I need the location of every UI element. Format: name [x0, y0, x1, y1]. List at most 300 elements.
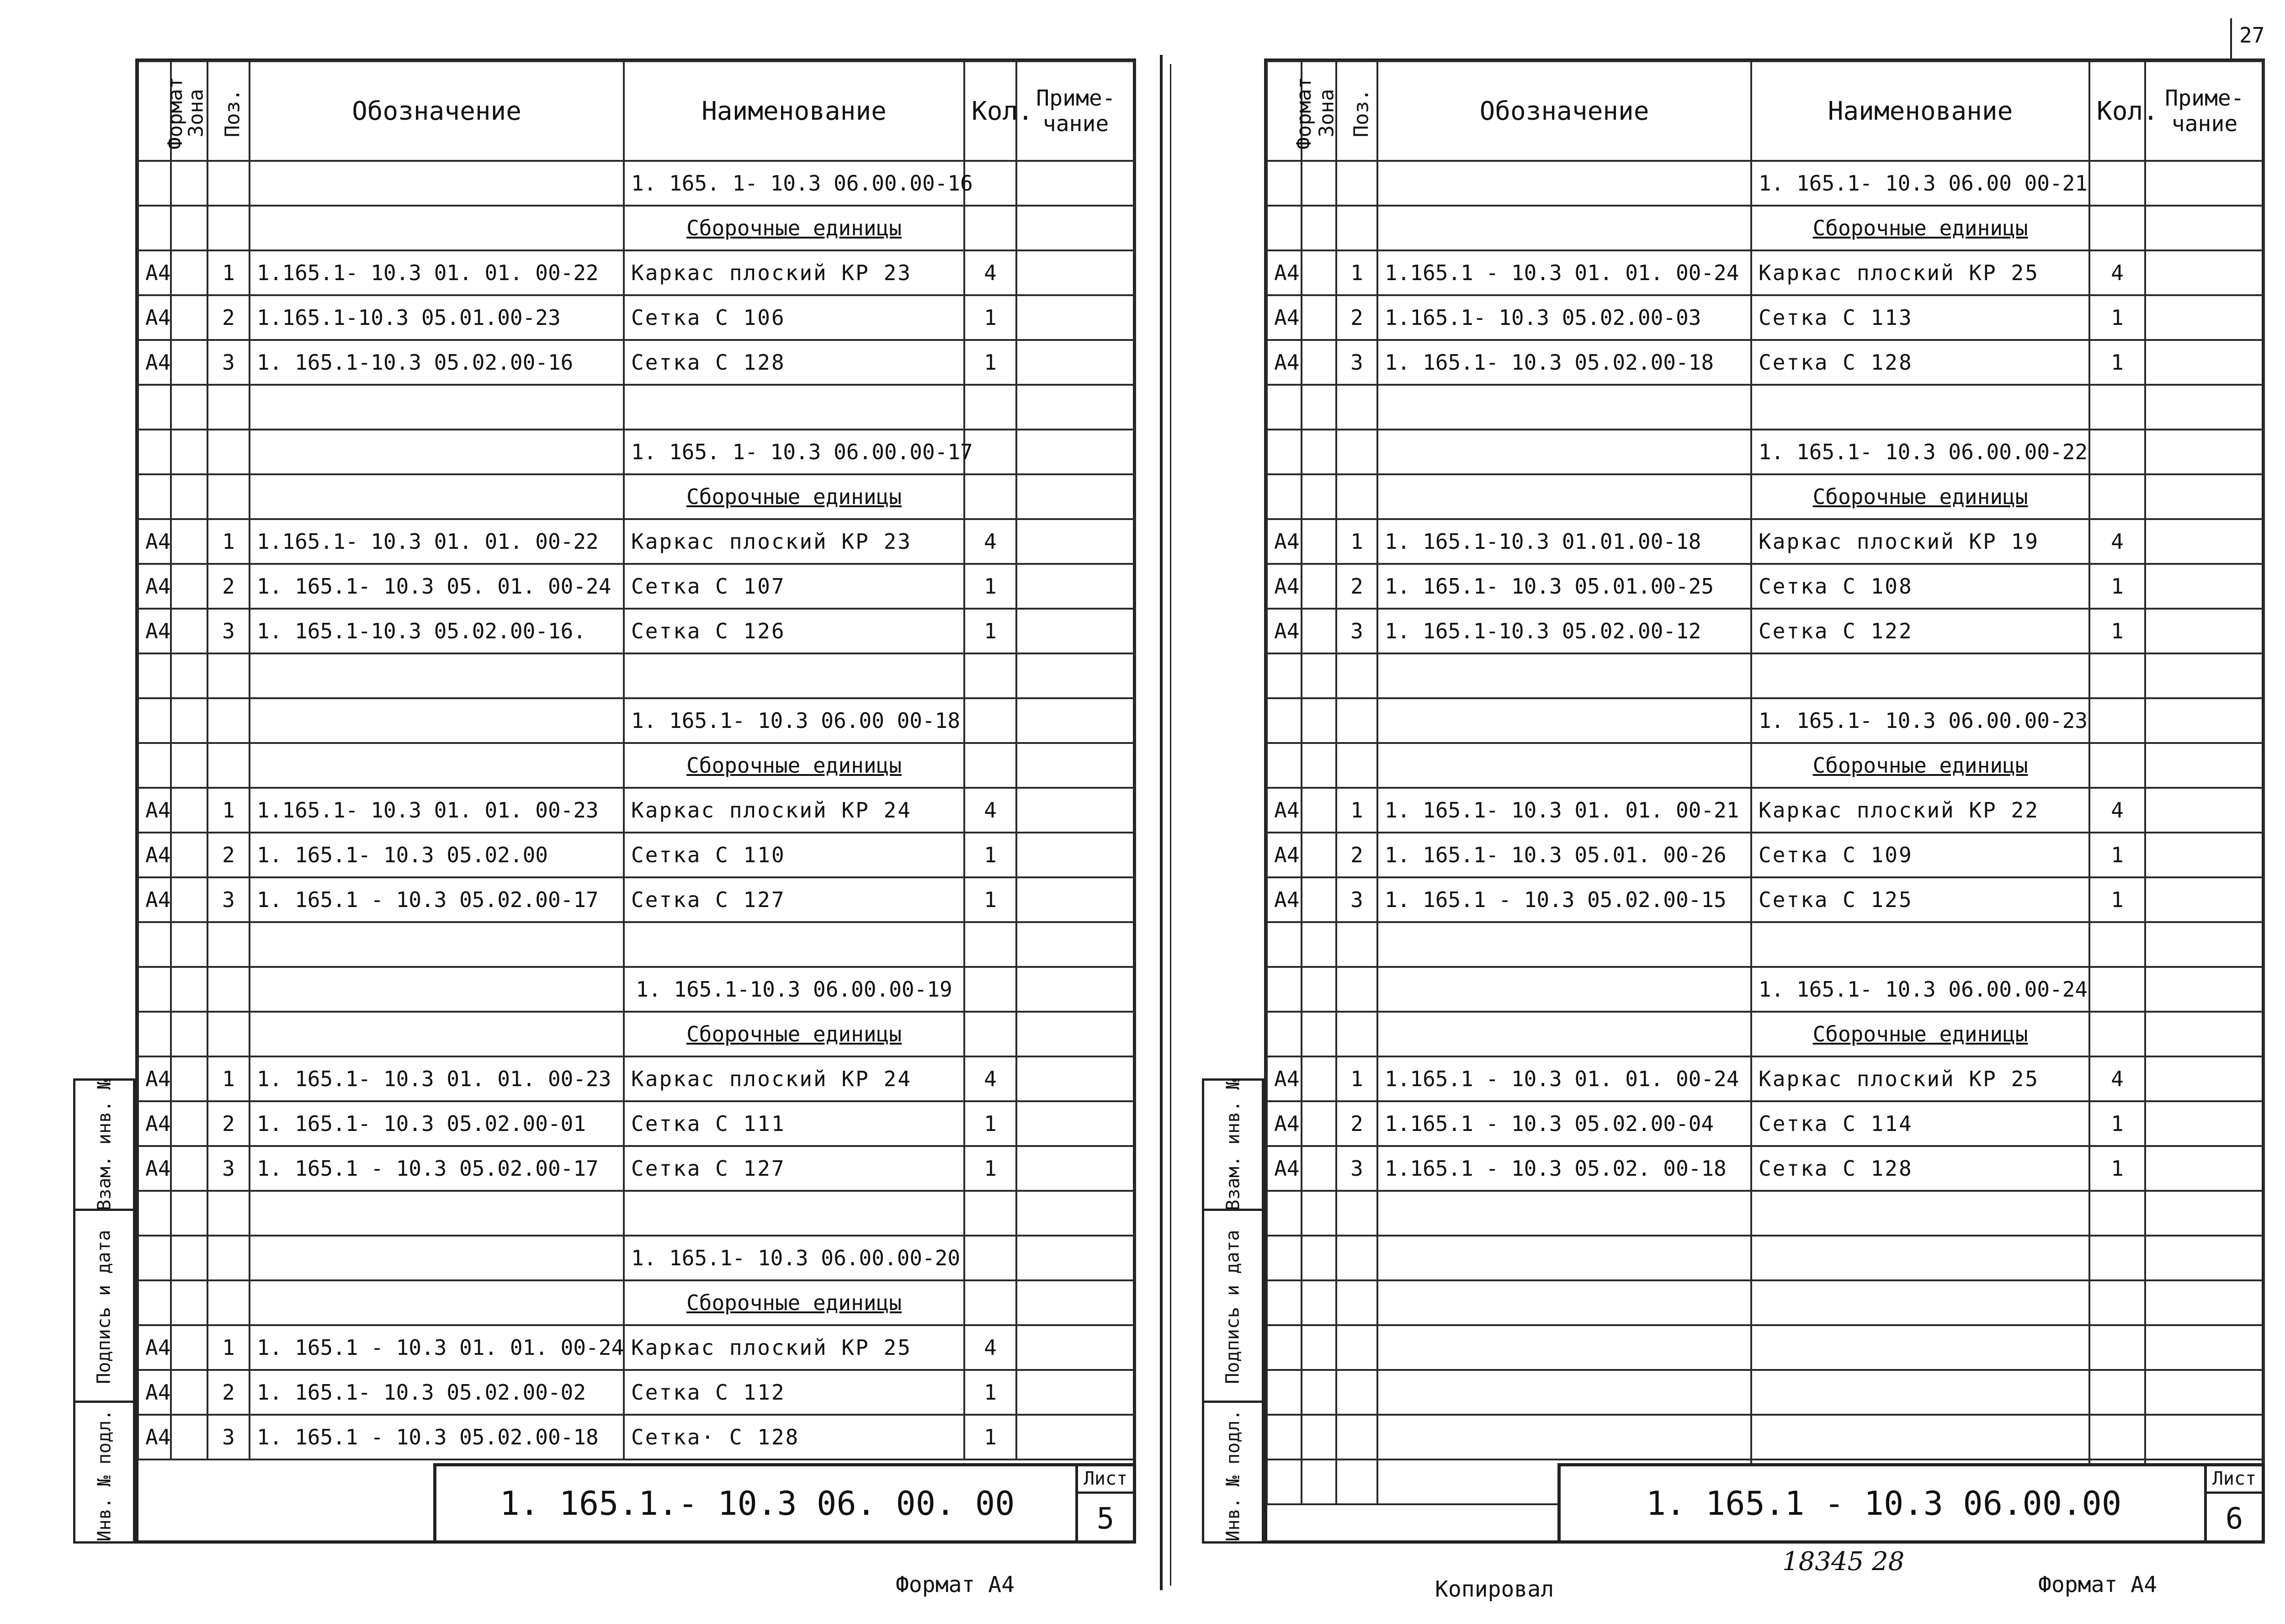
- cell-format: [1267, 1459, 1302, 1504]
- cell-designation: [250, 967, 624, 1012]
- cell-name: Каркас плоский КР 25: [1751, 250, 2089, 295]
- cell-zone: [1302, 609, 1336, 653]
- cell-note: [2145, 206, 2264, 250]
- cell-quantity: [2089, 1415, 2145, 1459]
- cell-designation: 1.165.1 - 10.3 01. 01. 00-24: [1377, 1056, 1751, 1101]
- cell-note: [1016, 1012, 1135, 1056]
- right-page-number-tick: [2230, 18, 2232, 59]
- cell-name: Сетка С 125: [1751, 877, 2089, 922]
- cell-designation: [250, 206, 624, 250]
- table-row: [1267, 1056, 2264, 1101]
- right-header-row: [1267, 61, 2264, 161]
- cell-zone: [171, 743, 207, 788]
- cell-note: [2145, 1415, 2264, 1459]
- cell-zone: [1302, 1191, 1336, 1236]
- cell-group-title: Сборочные единицы: [1751, 474, 2089, 519]
- group-row: [138, 743, 1135, 788]
- cell-format: А4: [138, 250, 171, 295]
- cell-position: [1336, 653, 1377, 698]
- left-title-block: [433, 1463, 1136, 1544]
- cell-note: [1016, 474, 1135, 519]
- cell-quantity: [2089, 653, 2145, 698]
- cell-quantity: [964, 967, 1016, 1012]
- cell-designation: [250, 1236, 624, 1280]
- cell-note: [2145, 1325, 2264, 1370]
- header-format: Формат: [138, 61, 171, 161]
- cell-note: [1016, 1236, 1135, 1280]
- left-strip-inv-zam: Взам. инв. №: [94, 1078, 115, 1211]
- cell-position: [207, 206, 250, 250]
- cell-format: [1267, 1280, 1302, 1325]
- cell-designation: [1377, 1370, 1751, 1415]
- right-footer-format: Формат А4: [2038, 1572, 2157, 1597]
- cell-quantity: [964, 474, 1016, 519]
- blank-row: [1267, 1280, 2264, 1325]
- cell-name: Сетка С 128: [1751, 340, 2089, 385]
- cell-zone: [171, 250, 207, 295]
- table-row: [138, 295, 1135, 340]
- cell-format: А4: [138, 1056, 171, 1101]
- cell-format: [1267, 967, 1302, 1012]
- cell-quantity: 4: [2089, 788, 2145, 833]
- cell-quantity: 4: [964, 250, 1016, 295]
- cell-zone: [1302, 1415, 1336, 1459]
- cell-zone: [1302, 1146, 1336, 1191]
- cell-position: 2: [207, 833, 250, 877]
- cell-group-title: Сборочные единицы: [624, 1280, 964, 1325]
- cell-name: Каркас плоский КР 24: [624, 1056, 964, 1101]
- table-row: [1267, 250, 2264, 295]
- cell-position: 3: [1336, 1146, 1377, 1191]
- cell-position: 3: [207, 877, 250, 922]
- cell-note: [1016, 1370, 1135, 1415]
- cell-zone: [171, 430, 207, 474]
- header-designation: Обозначение: [250, 61, 624, 161]
- cell-note: [2145, 161, 2264, 206]
- cell-designation: 1. 165.1- 10.3 05.01.00-25: [1377, 564, 1751, 609]
- cell-note: [1016, 743, 1135, 788]
- table-row: [1267, 609, 2264, 653]
- cell-zone: [1302, 206, 1336, 250]
- cell-note: [1016, 295, 1135, 340]
- cell-format: А4: [1267, 1056, 1302, 1101]
- cell-document-code: 1. 165.1- 10.3 06.00 00-21: [1751, 161, 2089, 206]
- cell-quantity: 1: [2089, 1101, 2145, 1146]
- right-title-block: [1557, 1463, 2265, 1544]
- cell-zone: [171, 1146, 207, 1191]
- cell-quantity: [2089, 967, 2145, 1012]
- cell-zone: [1302, 1325, 1336, 1370]
- cell-note: [1016, 1191, 1135, 1236]
- cell-quantity: [2089, 161, 2145, 206]
- cell-zone: [1302, 833, 1336, 877]
- cell-name: Сетка С 114: [1751, 1101, 2089, 1146]
- cell-quantity: [2089, 1191, 2145, 1236]
- cell-note: [2145, 430, 2264, 474]
- cell-name: Каркас плоский КР 25: [624, 1325, 964, 1370]
- cell-name: Сетка С 113: [1751, 295, 2089, 340]
- blank-row: [138, 1191, 1135, 1236]
- left-header-row: [138, 61, 1135, 161]
- left-sheet-number: 5: [1096, 1502, 1115, 1536]
- blank-row: [1267, 1325, 2264, 1370]
- cell-note: [2145, 474, 2264, 519]
- document-row: [1267, 967, 2264, 1012]
- cell-zone: [171, 653, 207, 698]
- cell-position: [1336, 922, 1377, 967]
- cell-quantity: [2089, 1325, 2145, 1370]
- cell-format: [138, 653, 171, 698]
- cell-format: [138, 922, 171, 967]
- cell-quantity: 1: [964, 1146, 1016, 1191]
- cell-position: [1336, 385, 1377, 430]
- cell-position: 3: [207, 340, 250, 385]
- cell-note: [1016, 877, 1135, 922]
- table-row: [138, 1146, 1135, 1191]
- cell-format: А4: [1267, 250, 1302, 295]
- left-spec-table: [137, 60, 1136, 1460]
- group-row: [1267, 1012, 2264, 1056]
- cell-name: [624, 922, 964, 967]
- cell-quantity: [964, 206, 1016, 250]
- cell-zone: [171, 519, 207, 564]
- cell-position: 3: [1336, 877, 1377, 922]
- cell-name: Сетка С 127: [624, 1146, 964, 1191]
- cell-name: [1751, 1370, 2089, 1415]
- cell-designation: 1.165.1-10.3 05.01.00-23: [250, 295, 624, 340]
- right-strip-inv-podl: Инв. № подл.: [1204, 1401, 1262, 1548]
- cell-note: [2145, 788, 2264, 833]
- cell-name: [1751, 922, 2089, 967]
- cell-format: А4: [1267, 1101, 1302, 1146]
- cell-document-code: 1. 165.1- 10.3 06.00.00-23: [1751, 698, 2089, 743]
- left-stamp-code: 1. 165.1.- 10.3 06. 00. 00: [500, 1484, 1015, 1523]
- cell-note: [2145, 698, 2264, 743]
- cell-zone: [171, 609, 207, 653]
- cell-note: [2145, 1191, 2264, 1236]
- group-row: [138, 1012, 1135, 1056]
- cell-format: А4: [1267, 1146, 1302, 1191]
- cell-designation: [1377, 430, 1751, 474]
- cell-format: [138, 430, 171, 474]
- cell-position: 3: [1336, 609, 1377, 653]
- cell-name: [624, 385, 964, 430]
- cell-position: [207, 698, 250, 743]
- group-row: [138, 474, 1135, 519]
- left-strip-sign-date: Подпись и дата: [75, 1209, 133, 1403]
- cell-format: [1267, 1325, 1302, 1370]
- cell-format: [138, 1280, 171, 1325]
- cell-format: А4: [1267, 564, 1302, 609]
- cell-format: [138, 967, 171, 1012]
- cell-format: А4: [138, 877, 171, 922]
- cell-zone: [1302, 653, 1336, 698]
- cell-designation: [250, 743, 624, 788]
- cell-zone: [1302, 564, 1336, 609]
- cell-note: [2145, 609, 2264, 653]
- cell-quantity: 1: [2089, 295, 2145, 340]
- cell-designation: [1377, 161, 1751, 206]
- cell-note: [1016, 385, 1135, 430]
- cell-designation: 1. 165.1- 10.3 05.02.00-02: [250, 1370, 624, 1415]
- cell-name: Каркас плоский КР 22: [1751, 788, 2089, 833]
- cell-name: Сетка С 128: [1751, 1146, 2089, 1191]
- cell-zone: [171, 1370, 207, 1415]
- cell-name: Сетка С 107: [624, 564, 964, 609]
- cell-format: А4: [138, 833, 171, 877]
- document-row: [138, 1236, 1135, 1280]
- cell-format: А4: [1267, 295, 1302, 340]
- cell-zone: [171, 474, 207, 519]
- cell-zone: [171, 340, 207, 385]
- cell-zone: [1302, 385, 1336, 430]
- cell-zone: [1302, 788, 1336, 833]
- cell-note: [1016, 1101, 1135, 1146]
- cell-quantity: 4: [2089, 1056, 2145, 1101]
- cell-designation: 1.165.1 - 10.3 01. 01. 00-24: [1377, 250, 1751, 295]
- cell-format: А4: [138, 340, 171, 385]
- group-row: [138, 206, 1135, 250]
- cell-zone: [171, 833, 207, 877]
- cell-position: 3: [1336, 340, 1377, 385]
- cell-document-code: 1. 165.1- 10.3 06.00.00-22: [1751, 430, 2089, 474]
- cell-zone: [171, 1325, 207, 1370]
- cell-position: 2: [1336, 295, 1377, 340]
- cell-name: Сетка С 106: [624, 295, 964, 340]
- cell-quantity: 1: [2089, 1146, 2145, 1191]
- cell-zone: [1302, 1101, 1336, 1146]
- cell-note: [1016, 1056, 1135, 1101]
- cell-designation: 1. 165.1 - 10.3 05.02.00-17: [250, 877, 624, 922]
- group-row: [1267, 743, 2264, 788]
- right-page-number: 27: [2239, 23, 2265, 48]
- blank-row: [1267, 1370, 2264, 1415]
- cell-designation: [250, 653, 624, 698]
- cell-designation: [1377, 653, 1751, 698]
- table-row: [1267, 877, 2264, 922]
- cell-designation: [1377, 474, 1751, 519]
- cell-zone: [171, 788, 207, 833]
- left-side-strip: [73, 1078, 135, 1544]
- left-footer-format: Формат А4: [896, 1572, 1015, 1597]
- cell-designation: 1.165.1 - 10.3 05.02.00-04: [1377, 1101, 1751, 1146]
- cell-name: Сетка С 111: [624, 1101, 964, 1146]
- cell-name: Сетка С 108: [1751, 564, 2089, 609]
- right-strip-sign-date: Подпись и дата: [1204, 1209, 1262, 1403]
- cell-position: 1: [1336, 519, 1377, 564]
- cell-zone: [171, 1012, 207, 1056]
- cell-designation: [1377, 1012, 1751, 1056]
- cell-document-code: 1. 165. 1- 10.3 06.00.00-16: [624, 161, 964, 206]
- cell-format: А4: [1267, 833, 1302, 877]
- right-stamp-code: 1. 165.1 - 10.3 06.00.00: [1646, 1484, 2122, 1523]
- cell-group-title: Сборочные единицы: [1751, 1012, 2089, 1056]
- cell-format: [1267, 1415, 1302, 1459]
- table-row: [138, 1415, 1135, 1459]
- cell-position: [1336, 1280, 1377, 1325]
- cell-quantity: [964, 743, 1016, 788]
- cell-position: [1336, 161, 1377, 206]
- cell-format: [138, 385, 171, 430]
- cell-format: [138, 1191, 171, 1236]
- group-row: [1267, 206, 2264, 250]
- cell-format: [1267, 161, 1302, 206]
- cell-name: [1751, 653, 2089, 698]
- cell-position: 2: [1336, 1101, 1377, 1146]
- cell-position: 1: [1336, 788, 1377, 833]
- table-row: [138, 1101, 1135, 1146]
- cell-note: [2145, 1146, 2264, 1191]
- cell-name: [624, 1191, 964, 1236]
- cell-name: Сетка С 127: [624, 877, 964, 922]
- cell-note: [2145, 1056, 2264, 1101]
- cell-position: [1336, 206, 1377, 250]
- cell-format: А4: [138, 1370, 171, 1415]
- cell-designation: [1377, 1191, 1751, 1236]
- cell-note: [1016, 250, 1135, 295]
- cell-format: [1267, 1012, 1302, 1056]
- cell-note: [2145, 1101, 2264, 1146]
- cell-designation: 1.165.1- 10.3 01. 01. 00-22: [250, 250, 624, 295]
- cell-format: А4: [138, 295, 171, 340]
- cell-position: 2: [207, 564, 250, 609]
- cell-position: 2: [1336, 564, 1377, 609]
- blank-row: [1267, 1236, 2264, 1280]
- cell-format: А4: [1267, 519, 1302, 564]
- cell-group-title: Сборочные единицы: [624, 743, 964, 788]
- cell-position: [207, 1236, 250, 1280]
- cell-zone: [1302, 430, 1336, 474]
- cell-group-title: Сборочные единицы: [624, 474, 964, 519]
- document-row: [138, 161, 1135, 206]
- cell-designation: 1. 165.1- 10.3 01. 01. 00-21: [1377, 788, 1751, 833]
- cell-format: [1267, 698, 1302, 743]
- table-row: [138, 340, 1135, 385]
- cell-format: [1267, 922, 1302, 967]
- cell-zone: [1302, 922, 1336, 967]
- cell-position: [207, 1012, 250, 1056]
- cell-position: [1336, 1415, 1377, 1459]
- cell-position: [1336, 1191, 1377, 1236]
- cell-zone: [1302, 1280, 1336, 1325]
- cell-note: [2145, 385, 2264, 430]
- cell-designation: 1. 165.1 - 10.3 05.02.00-17: [250, 1146, 624, 1191]
- table-row: [1267, 295, 2264, 340]
- cell-format: [1267, 385, 1302, 430]
- right-sheet-box: [2204, 1466, 2262, 1540]
- cell-position: [1336, 1325, 1377, 1370]
- header-note: Приме- чание: [2145, 61, 2264, 161]
- cell-format: А4: [138, 609, 171, 653]
- cell-note: [1016, 519, 1135, 564]
- cell-designation: 1. 165.1- 10.3 05.02.00: [250, 833, 624, 877]
- table-row: [138, 609, 1135, 653]
- header-pos: Поз.: [1336, 61, 1377, 161]
- cell-quantity: 4: [964, 788, 1016, 833]
- header-pos: Поз.: [207, 61, 250, 161]
- cell-zone: [171, 1056, 207, 1101]
- cell-quantity: [964, 1236, 1016, 1280]
- table-row: [138, 1325, 1135, 1370]
- document-row: [138, 698, 1135, 743]
- group-row: [138, 1280, 1135, 1325]
- cell-quantity: [2089, 1370, 2145, 1415]
- cell-designation: [1377, 1325, 1751, 1370]
- cell-format: [138, 1012, 171, 1056]
- cell-name: Сетка С 128: [624, 340, 964, 385]
- cell-note: [2145, 519, 2264, 564]
- cell-quantity: 1: [964, 1415, 1016, 1459]
- cell-format: [1267, 743, 1302, 788]
- document-row: [1267, 430, 2264, 474]
- table-row: [138, 250, 1135, 295]
- cell-quantity: 1: [964, 609, 1016, 653]
- cell-position: 1: [207, 788, 250, 833]
- table-row: [138, 788, 1135, 833]
- blank-row: [1267, 385, 2264, 430]
- cell-designation: [1377, 385, 1751, 430]
- cell-format: А4: [1267, 877, 1302, 922]
- cell-note: [1016, 340, 1135, 385]
- cell-quantity: [2089, 474, 2145, 519]
- cell-quantity: 4: [964, 1056, 1016, 1101]
- cell-designation: [1377, 922, 1751, 967]
- header-qty: Кол.: [964, 61, 1016, 161]
- cell-quantity: 1: [2089, 564, 2145, 609]
- blank-row: [1267, 1415, 2264, 1459]
- right-handwritten-number: 18345 28: [1782, 1547, 1905, 1576]
- cell-note: [2145, 1280, 2264, 1325]
- cell-zone: [1302, 1459, 1336, 1504]
- cell-name: Сетка С 110: [624, 833, 964, 877]
- cell-format: [138, 1236, 171, 1280]
- cell-designation: [1377, 698, 1751, 743]
- cell-quantity: [964, 1012, 1016, 1056]
- right-sheet-label: Лист: [2207, 1466, 2262, 1494]
- cell-name: Каркас плоский КР 24: [624, 788, 964, 833]
- cell-designation: [250, 474, 624, 519]
- cell-designation: [1377, 967, 1751, 1012]
- cell-format: [1267, 206, 1302, 250]
- cell-name: Сетка С 126: [624, 609, 964, 653]
- cell-format: [138, 161, 171, 206]
- cell-quantity: 1: [2089, 609, 2145, 653]
- blank-row: [138, 653, 1135, 698]
- cell-note: [1016, 206, 1135, 250]
- cell-designation: 1.165.1- 10.3 05.02.00-03: [1377, 295, 1751, 340]
- cell-format: А4: [138, 1415, 171, 1459]
- cell-designation: 1. 165.1- 10.3 05.02.00-18: [1377, 340, 1751, 385]
- cell-zone: [1302, 340, 1336, 385]
- cell-zone: [171, 1280, 207, 1325]
- cell-note: [2145, 1370, 2264, 1415]
- cell-zone: [1302, 295, 1336, 340]
- cell-format: [1267, 430, 1302, 474]
- cell-zone: [1302, 698, 1336, 743]
- cell-zone: [171, 564, 207, 609]
- cell-format: А4: [138, 788, 171, 833]
- cell-zone: [171, 1236, 207, 1280]
- cell-note: [1016, 1146, 1135, 1191]
- cell-designation: 1. 165.1- 10.3 01. 01. 00-23: [250, 1056, 624, 1101]
- cell-quantity: [2089, 206, 2145, 250]
- document-row: [138, 967, 1135, 1012]
- cell-designation: 1. 165.1- 10.3 05.02.00-01: [250, 1101, 624, 1146]
- cell-quantity: 4: [2089, 250, 2145, 295]
- cell-note: [1016, 161, 1135, 206]
- cell-note: [1016, 1325, 1135, 1370]
- cell-position: 1: [1336, 1056, 1377, 1101]
